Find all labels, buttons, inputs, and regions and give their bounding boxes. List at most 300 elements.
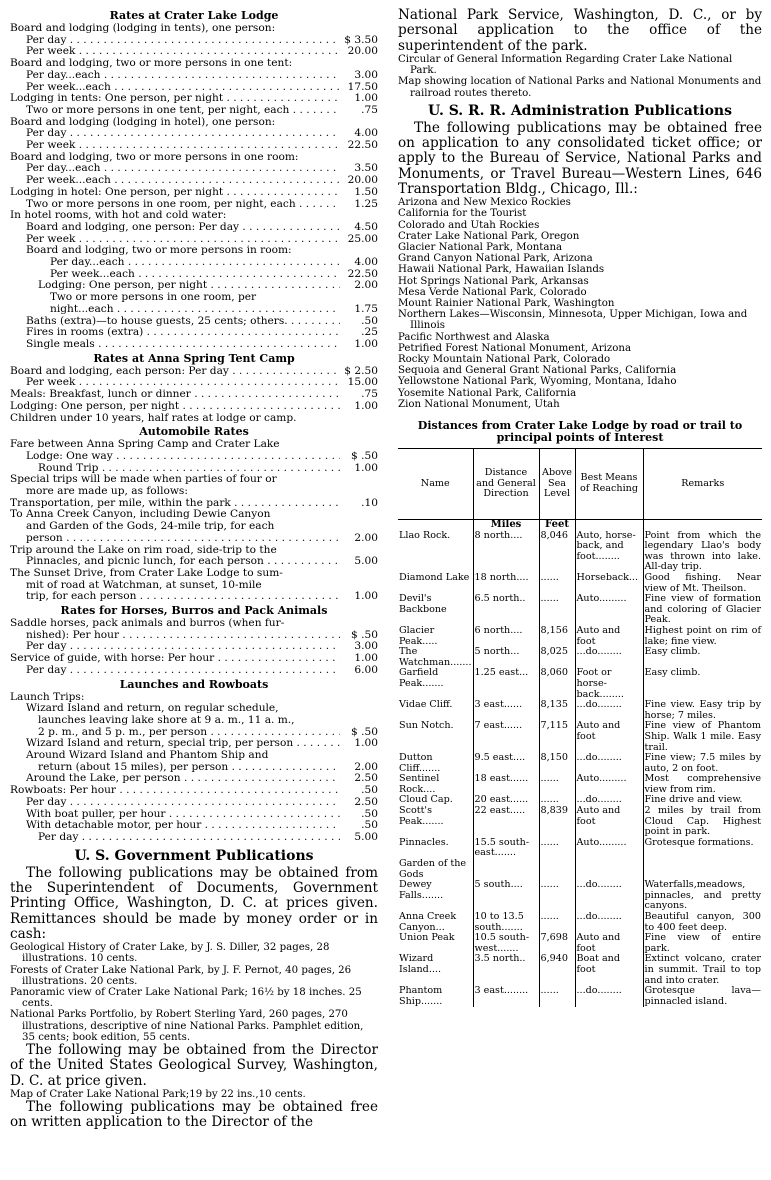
elevation-cell: 8,046 (539, 531, 575, 573)
park-service-publications-list (398, 54, 762, 99)
units-row (398, 520, 762, 531)
distance-cell: 6 north.... (473, 626, 539, 647)
rate-label: Per week...each . . . (50, 269, 340, 281)
rate-label: 2 p. m., and 5 p. m., per person . . . (38, 727, 340, 739)
rate-value: 1.00 (354, 590, 378, 603)
rate-value: 17.50 (347, 80, 378, 93)
rate-row (10, 509, 378, 521)
rate-label: Board and lodging, one person: Per day . . . (26, 222, 340, 234)
publication-item: Forests of Crater Lake National Park, by J. F. Pernot, 40 pages, 26 illustrations. 20 cents. (10, 964, 352, 987)
rate-row (10, 439, 378, 451)
rate-value: .25 (361, 326, 378, 339)
remarks-cell: Waterfalls,meadows, pinnacles, and pretty canyons. (644, 879, 761, 912)
unit-cell (575, 520, 643, 531)
rate-row (10, 117, 378, 129)
rate-value: 3.00 (354, 68, 378, 81)
means-cell: Foot or horse-back........ (575, 668, 643, 700)
tent-camp-heading: Rates at Anna Spring Tent Camp (93, 351, 295, 365)
remarks-cell: Fine view of entire park. (644, 932, 761, 954)
elevation-cell: 8,150 (539, 753, 575, 774)
rate-row (10, 568, 378, 580)
table-row (398, 594, 762, 626)
place-name-cell: Anna Creek Canyon... (399, 911, 457, 933)
place-name-cell: Vidae Cliff. (399, 699, 453, 711)
publication-item: Mesa Verde National Park, Colorado (398, 286, 587, 298)
means-cell: ...do........ (575, 753, 643, 774)
distance-cell: 1.25 east... (473, 668, 539, 700)
column-header: Name (398, 449, 473, 520)
rate-value: 2.00 (354, 279, 378, 292)
rate-row (10, 82, 378, 94)
elevation-cell: 7,698 (539, 933, 575, 954)
rate-value: $ .50 (351, 725, 378, 738)
rate-row (10, 533, 378, 545)
rate-value: 22.50 (347, 139, 378, 152)
rate-row (10, 128, 378, 140)
rate-value: .75 (361, 388, 378, 401)
rate-value: 1.00 (354, 92, 378, 105)
means-cell: Boat and foot (575, 954, 643, 986)
rate-label: Lodging in hotel: One person, per night . . . (10, 187, 340, 199)
distances-table-heading: Distances from Crater Lake Lodge by road or trail to principal points of Interest (417, 419, 743, 445)
place-name-cell: Diamond Lake (399, 572, 470, 584)
publication-item: Zion National Monument, Utah (398, 398, 560, 410)
table-row (398, 912, 762, 933)
place-name-cell: Wizard Island.... (399, 953, 442, 975)
rate-row (10, 618, 378, 630)
rate-label: Children under 10 years, half rates at lodge or camp. (10, 412, 297, 424)
rate-row (10, 389, 378, 401)
rate-row (10, 187, 378, 199)
rate-row (10, 234, 378, 246)
unit-cell (643, 520, 762, 531)
elevation-cell: ...... (539, 795, 575, 806)
rate-value: .75 (361, 103, 378, 116)
remarks-cell: Fine view of Phantom Ship. Walk 1 mile. Easy trail. (644, 720, 761, 753)
rate-label: Per week . . . (26, 140, 340, 152)
rate-row (10, 93, 378, 105)
rate-row (10, 630, 378, 642)
rate-row (10, 35, 378, 47)
publication-item: Panoramic view of Crater Lake National Park; 16½ by 18 inches. 25 cents. (10, 987, 362, 1010)
rate-row (10, 58, 378, 70)
remarks-cell: Highest point on rim of lake; fine view. (644, 624, 761, 647)
column-header: Best Means of Reaching (575, 449, 643, 520)
rate-label: Per day . . . (38, 832, 340, 844)
place-name-cell: Dewey Falls....... (399, 879, 444, 901)
rate-value: $ .50 (351, 449, 378, 462)
publication-item: Arizona and New Mexico Rockies (398, 197, 571, 209)
rate-value: 4.00 (354, 256, 378, 269)
rate-label: person . . . (26, 533, 340, 545)
rate-value: 6.00 (354, 663, 378, 676)
place-name-cell: Glacier Peak..... (399, 624, 438, 647)
rate-value: 22.50 (347, 267, 378, 280)
rate-label: Around the Lake, per person . . . (26, 773, 340, 785)
rate-label: mit of road at Watchman, at sunset, 10-mile (26, 579, 262, 591)
rate-row (10, 152, 378, 164)
remarks-cell: Point from which the legendary Llao's body was thrown into lake. All-day trip. (644, 529, 761, 573)
distances-table-body (398, 520, 762, 1008)
table-row (398, 573, 762, 594)
rate-label: Wizard Island and return, on regular schedule, (26, 703, 279, 715)
place-name-cell: Sun Notch. (399, 720, 454, 732)
rate-row (10, 327, 378, 339)
rate-label: To Anna Creek Canyon, including Dewie Canyon (10, 509, 271, 521)
rate-row (10, 175, 378, 187)
distance-cell: 7 east...... (473, 721, 539, 753)
rate-label: more are made up, as follows: (26, 486, 188, 498)
means-cell: Auto and foot (575, 933, 643, 954)
publication-item: Circular of General Information Regarding Crater Lake National Park. (398, 53, 733, 77)
elevation-cell: 8,060 (539, 668, 575, 700)
rate-row (10, 292, 378, 304)
rate-row (10, 339, 378, 351)
rate-label: Two or more persons in one room, per (50, 292, 257, 304)
table-row (398, 626, 762, 647)
place-name-cell: Devil's Backbone (399, 593, 447, 615)
publication-item: California for the Tourist (398, 208, 527, 220)
rate-value: 2.00 (354, 531, 378, 544)
rate-label: Per day . . . (26, 665, 340, 677)
rr-publications-list (398, 197, 762, 410)
rr-publications-intro: The following publications may be obtained free on application to any consolidated ticket office; or apply to the Bureau of Service, National Parks and Monuments, or Travel Bureau—Western Lines, 646 Transportation Bldg., Chicago, Ill.: (398, 119, 762, 197)
rate-value: 15.00 (347, 376, 378, 389)
rate-label: and Garden of the Gods, 24-mile trip, for each (26, 521, 275, 533)
rate-value: 1.00 (354, 737, 378, 750)
remarks-cell: Extinct volcano, crater in summit. Trail to top and into crater. (644, 953, 761, 986)
rate-label: Per day...each . . . (50, 257, 340, 269)
place-name-cell: Scott's Peak....... (399, 805, 444, 827)
rate-value: 1.00 (354, 337, 378, 350)
remarks-cell: Grotesque formations. (643, 838, 762, 859)
rate-row (10, 451, 378, 463)
rate-value: 2.50 (354, 772, 378, 785)
rate-value: 2.50 (354, 795, 378, 808)
rate-value: $ 3.50 (344, 33, 378, 46)
remarks-cell: 2 miles by trail from Cloud Cap. Highest point in park. (644, 805, 761, 838)
rate-label: Board and lodging, two or more persons in room: (26, 245, 292, 257)
distance-cell: 3 east...... (473, 700, 539, 721)
distance-cell: 6.5 north.. (473, 594, 539, 626)
rate-value: 4.50 (354, 220, 378, 233)
remarks-cell: Fine view. Easy trip by horse; 7 miles. (644, 699, 761, 721)
rate-value: 1.25 (354, 197, 378, 210)
distance-cell: 10 to 13.5 south....... (473, 912, 539, 933)
rate-value: 25.00 (347, 232, 378, 245)
rr-publications-heading: U. S. R. R. Administration Publications (428, 102, 732, 119)
rate-label: Rowboats: Per hour . . . (10, 785, 340, 797)
distance-cell: 10.5 south-west....... (473, 933, 539, 954)
rate-label: Fires in rooms (extra) . . . (26, 327, 340, 339)
elevation-cell: 8,839 (539, 806, 575, 838)
remarks-cell (643, 859, 762, 880)
rate-row (10, 773, 378, 785)
table-row (398, 700, 762, 721)
rate-row (10, 545, 378, 557)
rate-row (10, 641, 378, 653)
rate-label: Per day . . . (26, 797, 340, 809)
rate-label: With detachable motor, per hour . . . (26, 820, 340, 832)
publication-item: Map showing location of National Parks and National Monuments and railroad routes thereto. (398, 76, 762, 99)
distance-cell: 9.5 east.... (473, 753, 539, 774)
rate-row (10, 413, 378, 425)
rate-label: Single meals . . . (26, 339, 340, 351)
table-row (398, 647, 762, 668)
rate-row (10, 23, 378, 35)
elevation-cell: ...... (539, 774, 575, 795)
means-cell (575, 859, 643, 880)
place-name-cell: Llao Rock. (399, 529, 451, 541)
rate-label: Per day . . . (26, 35, 340, 47)
gov-publications-heading: U. S. Government Publications (74, 847, 314, 864)
rate-label: night...each . . . (50, 304, 340, 316)
rate-value: 1.00 (354, 399, 378, 412)
rate-row (10, 591, 378, 603)
publication-item: Glacier National Park, Montana (398, 242, 563, 253)
launch-rates-list (10, 692, 378, 844)
distance-cell: 18 east...... (473, 774, 539, 795)
rate-label: Wizard Island and return, special trip, per person . . . (26, 738, 340, 750)
column-header: Above Sea Level (539, 449, 575, 520)
elevation-cell: 8,156 (539, 626, 575, 647)
distance-cell: 20 east...... (473, 795, 539, 806)
lodge-rates-heading: Rates at Crater Lake Lodge (109, 9, 279, 22)
unit-cell: Feet (539, 520, 575, 531)
elevation-cell: ...... (539, 838, 575, 859)
means-cell: ...do........ (575, 647, 643, 668)
rate-row (10, 580, 378, 592)
place-name-cell: Phantom Ship....... (399, 985, 443, 1007)
rate-row (10, 210, 378, 222)
remarks-cell: Grotesque lava—pinnacled island. (644, 985, 761, 1007)
remarks-cell: Beautiful canyon, 300 to 400 feet deep. (644, 911, 761, 933)
rate-label: Per week...each . . . (26, 82, 340, 94)
rate-row (10, 486, 378, 498)
table-row (398, 986, 762, 1007)
rate-row (10, 463, 378, 475)
remarks-cell: Most comprehensive view from rim. (644, 773, 761, 795)
table-row (398, 838, 762, 859)
rate-row (10, 498, 378, 510)
table-row (398, 806, 762, 838)
rate-label: Lodging: One person, per night . . . (38, 280, 340, 292)
rate-row (10, 199, 378, 211)
rate-row (10, 521, 378, 533)
automobile-rates-heading: Automobile Rates (139, 425, 249, 439)
rate-label: Per day...each . . . (26, 70, 340, 82)
publication-item: Hot Springs National Park, Arkansas (398, 275, 589, 287)
horse-rates-list (10, 618, 378, 677)
right-column (398, 8, 762, 1007)
table-row (398, 531, 762, 573)
distance-cell: 22 east..... (473, 806, 539, 838)
publication-item: Yellowstone National Park, Wyoming, Montana, Idaho (398, 376, 677, 388)
elevation-cell: ...... (539, 594, 575, 626)
publication-item: Sequoia and General Grant National Parks, California (398, 365, 677, 377)
elevation-cell: ...... (539, 912, 575, 933)
rate-row (10, 665, 378, 677)
publication-item: Grand Canyon National Park, Arizona (398, 253, 593, 265)
automobile-rates-list (10, 439, 378, 603)
rate-label: Saddle horses, pack animals and burros (when fur- (10, 618, 285, 630)
rate-value: 3.00 (354, 640, 378, 653)
elevation-cell: ...... (539, 986, 575, 1007)
rate-label: Per week . . . (26, 377, 340, 389)
rate-row (10, 715, 378, 727)
rate-label: Launch Trips: (10, 691, 85, 703)
rate-label: Service of guide, with horse: Per hour . . . (10, 653, 340, 665)
means-cell: Auto, horse-back, and foot........ (575, 531, 643, 573)
rate-label: trip, for each person . . . (26, 591, 340, 603)
rate-row (10, 797, 378, 809)
rate-row (10, 163, 378, 175)
rate-row (10, 316, 378, 328)
rate-label: Board and lodging, two or more persons in one tent: (10, 58, 293, 70)
publication-item: Rocky Mountain National Park, Colorado (398, 354, 611, 366)
rate-row (10, 105, 378, 117)
table-row (398, 753, 762, 774)
elevation-cell: 8,025 (539, 647, 575, 668)
rate-label: Around Wizard Island and Phantom Ship and (26, 750, 269, 762)
rate-label: Fare between Anna Spring Camp and Crater Lake (10, 439, 280, 451)
remarks-cell: Good fishing. Near view of Mt. Theilson. (644, 572, 761, 594)
means-cell: ...do........ (575, 986, 643, 1007)
tent-camp-rates-list (10, 366, 378, 425)
rate-label: Transportation, per mile, within the park . . . (10, 498, 340, 510)
distances-table (398, 448, 762, 1007)
rate-row (10, 140, 378, 152)
rate-label: Trip around the Lake on rim road, side-trip to the (10, 544, 277, 556)
means-cell: Auto......... (575, 838, 643, 859)
rate-label: The Sunset Drive, from Crater Lake Lodge to sum- (10, 567, 283, 579)
unit-cell (398, 520, 473, 531)
remarks-cell: Easy climb. (643, 668, 762, 700)
rate-row (10, 703, 378, 715)
remarks-cell: Easy climb. (643, 647, 762, 668)
means-cell: Horseback... (575, 573, 643, 594)
rate-row (10, 809, 378, 821)
rate-value: 20.00 (347, 174, 378, 187)
free-publications-paragraph: The following publications may be obtained free on written application to the Director of the (10, 1099, 378, 1131)
rate-row (10, 832, 378, 844)
rate-row (10, 692, 378, 704)
rate-label: Baths (extra)—to house guests, 25 cents; others. . . . (26, 316, 340, 328)
rate-label: In hotel rooms, with hot and cold water: (10, 210, 227, 222)
distance-cell: 3.5 north.. (473, 954, 539, 986)
means-cell: Auto......... (575, 594, 643, 626)
distance-cell: 15.5 south-east....... (473, 838, 539, 859)
remarks-cell: Fine view of formation and coloring of Glacier Peak. (644, 593, 761, 626)
rate-value: $ .50 (351, 628, 378, 641)
rate-label: Lodging: One person, per night . . . (10, 401, 340, 413)
publication-item: Northern Lakes—Wisconsin, Minnesota, Upper Michigan, Iowa and Illinois (398, 309, 748, 332)
rate-value: 20.00 (347, 45, 378, 58)
left-column (10, 8, 378, 1131)
unit-cell: Miles (473, 520, 539, 531)
rate-row (10, 366, 378, 378)
rate-row (10, 750, 378, 762)
rate-label: Round Trip . . . (38, 463, 340, 475)
rate-row (10, 70, 378, 82)
distance-cell: 3 east........ (473, 986, 539, 1007)
table-row (398, 668, 762, 700)
rate-value: 4.00 (354, 127, 378, 140)
publication-item: Geological History of Crater Lake, by J. S. Diller, 32 pages, 28 illustrations. 10 cents. (10, 942, 330, 965)
rate-label: Board and lodging (lodging in hotel), one person: (10, 116, 276, 128)
elevation-cell: ...... (539, 573, 575, 594)
rate-label: Per day . . . (26, 128, 340, 140)
means-cell: Auto and foot (575, 626, 643, 647)
publication-item: Pacific Northwest and Alaska (398, 331, 550, 343)
means-cell: ...do........ (575, 912, 643, 933)
means-cell: Auto and foot (575, 806, 643, 838)
column-header: Distance and General Direction (473, 449, 539, 520)
remarks-cell: Fine view; 7.5 miles by auto, 2 on foot. (644, 752, 761, 774)
rate-row (10, 269, 378, 281)
means-cell: ...do........ (575, 700, 643, 721)
horse-rates-heading: Rates for Horses, Burros and Pack Animals (60, 604, 328, 618)
rate-value: 3.50 (354, 162, 378, 175)
rate-label: nished): Per hour . . . (26, 630, 340, 642)
rate-row (10, 401, 378, 413)
rate-row (10, 785, 378, 797)
rate-row (10, 245, 378, 257)
rate-label: Meals: Breakfast, lunch or dinner . . . (10, 389, 340, 401)
rate-row (10, 257, 378, 269)
remarks-cell: Fine drive and view. (643, 795, 762, 806)
place-name-cell: Garfield Peak....... (399, 667, 444, 689)
place-name-cell: Pinnacles. (399, 836, 449, 848)
rate-label: Special trips will be made when parties of four or (10, 474, 277, 486)
rate-label: Per week . . . (26, 46, 340, 58)
rate-row (10, 762, 378, 774)
place-name-cell: Cloud Cap. (399, 794, 453, 806)
launch-rates-heading: Launches and Rowboats (119, 677, 269, 691)
rate-value: 2.00 (354, 760, 378, 773)
rate-value: .50 (361, 819, 378, 832)
rate-value: .50 (361, 807, 378, 820)
table-row (398, 859, 762, 880)
table-row (398, 954, 762, 986)
rate-label: Per day...each . . . (26, 163, 340, 175)
table-row (398, 880, 762, 912)
rate-row (10, 46, 378, 58)
rate-label: Lodge: One way . . . (26, 451, 340, 463)
publication-item: Hawaii National Park, Hawaiian Islands (398, 264, 605, 276)
publication-item: Mount Rainier National Park, Washington (398, 298, 615, 310)
rate-row (10, 556, 378, 568)
elevation-cell: 7,115 (539, 721, 575, 753)
rate-row (10, 653, 378, 665)
lodge-rates-list (10, 23, 378, 351)
rate-label: Per week . . . (26, 234, 340, 246)
rate-value: 1.00 (354, 461, 378, 474)
rate-value: .50 (361, 314, 378, 327)
column-header: Remarks (643, 449, 762, 520)
means-cell: Auto and foot (575, 721, 643, 753)
rate-value: $ 2.50 (344, 364, 378, 377)
rate-label: Per day . . . (26, 641, 340, 653)
rate-label: Pinnacles, and picnic lunch, for each person . . . (26, 556, 340, 568)
rate-label: return (about 15 miles), per person . . . (38, 762, 340, 774)
rate-value: 5.00 (354, 555, 378, 568)
table-row (398, 721, 762, 753)
rate-row (10, 738, 378, 750)
place-name-cell: Union Peak (399, 932, 455, 944)
table-row (398, 933, 762, 954)
publication-item: National Parks Portfolio, by Robert Sterling Yard, 260 pages, 270 illustrations, descriptive of nine National Parks. Pamphlet edition, 35 cents; book edition, 55 cents. (10, 1009, 364, 1043)
